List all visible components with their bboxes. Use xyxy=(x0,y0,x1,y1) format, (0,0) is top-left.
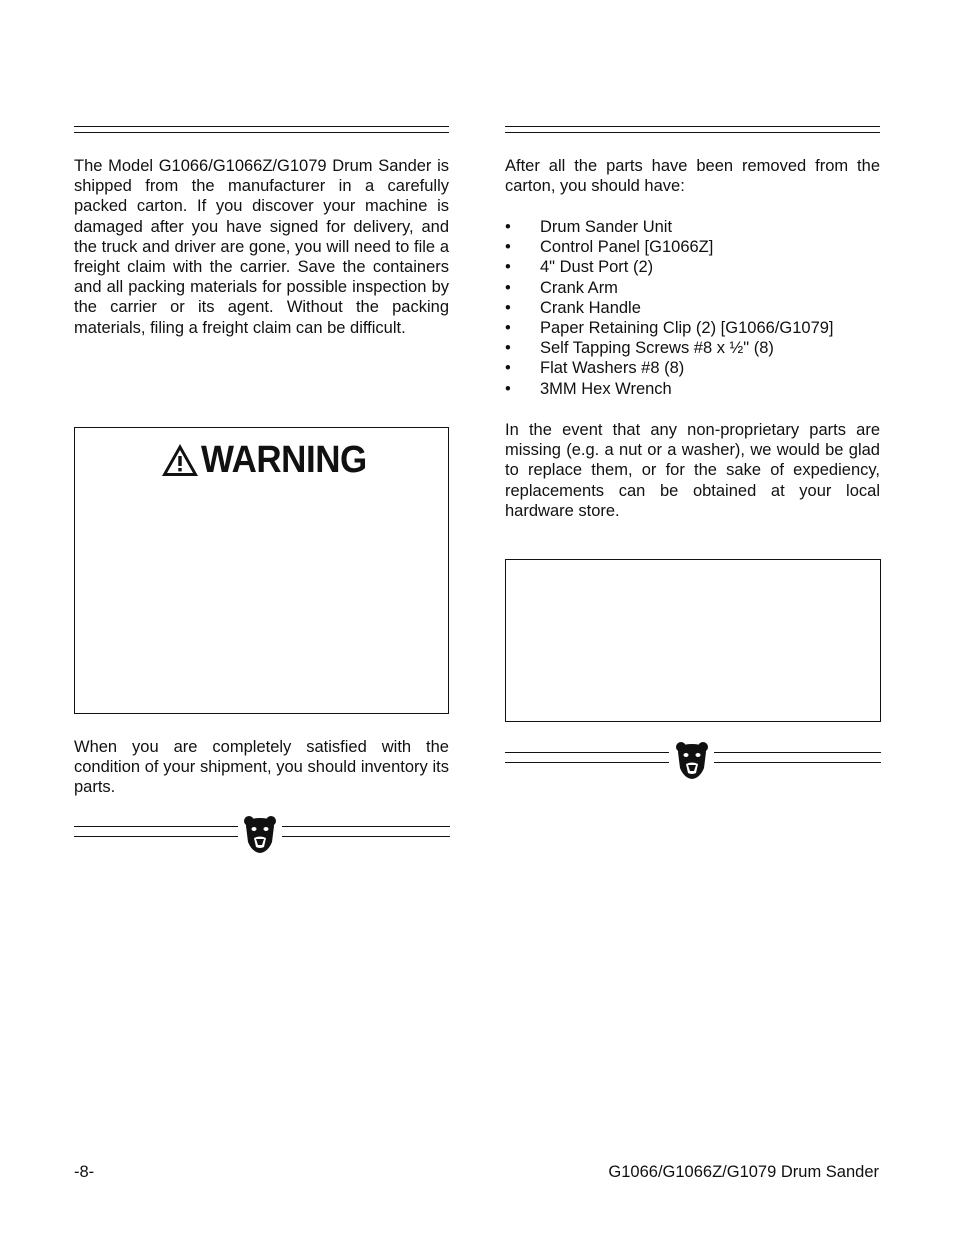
bear-divider xyxy=(74,826,450,870)
bullet-icon: • xyxy=(505,238,511,257)
bullet-icon: • xyxy=(505,379,511,398)
warning-triangle-icon xyxy=(161,443,199,477)
section-header-rule xyxy=(505,126,880,133)
bullet-icon: • xyxy=(505,218,511,236)
warning-label: WARNING xyxy=(201,439,367,481)
bullet-icon: • xyxy=(505,278,511,297)
bullet-icon: • xyxy=(505,258,511,277)
bullet-icon: • xyxy=(505,298,511,317)
bullet-icon: • xyxy=(505,339,511,358)
page-number: -8- xyxy=(74,1163,95,1181)
bear-divider xyxy=(505,752,881,796)
warning-header xyxy=(161,440,381,480)
warning-box xyxy=(74,427,449,714)
section-header-rule xyxy=(74,126,449,133)
list-item: • Paper Retaining Clip (2) [G1066/G1079] xyxy=(505,319,834,338)
bear-logo-icon xyxy=(674,740,710,780)
note-box xyxy=(505,559,881,722)
bear-logo-icon xyxy=(242,814,278,854)
list-item: • Crank Handle xyxy=(505,298,641,317)
list-item: • Drum Sander Unit xyxy=(505,218,673,236)
shipping-paragraph: The Model G1066/G1066Z/G1079 Drum Sander is shipped from the manufacturer in a carefully packed carton. If you discover your machine is damaged after you have signed for delivery, and the truck and driver are gone, you will need to file a freight claim with the carrier. Save the containers and all packing materials for possible inspection by the carrier or its agent. Without the packing materials, filing a freight claim can be difficult. xyxy=(74,157,449,337)
divider-line-left xyxy=(505,752,669,763)
divider-line-right xyxy=(714,752,881,763)
missing-parts-paragraph: In the event that any non-proprietary parts are missing (e.g. a nut or a washer), we would be glad to replace them, or for the sake of expediency, replacements can be obtained at your local hardware store. xyxy=(505,421,880,520)
bullet-icon: • xyxy=(505,319,511,338)
list-item: • 4" Dust Port (2) xyxy=(505,258,654,277)
list-item: • Self Tapping Screws #8 x ½" (8) xyxy=(505,339,774,358)
divider-line-right xyxy=(282,826,450,837)
footer-document-title: G1066/G1066Z/G1079 Drum Sander xyxy=(608,1163,879,1181)
list-item: • Control Panel [G1066Z] xyxy=(505,238,714,257)
divider-line-left xyxy=(74,826,238,837)
inventory-paragraph: When you are completely satisfied with the condition of your shipment, you should inventory its parts. xyxy=(74,738,449,797)
bullet-icon: • xyxy=(505,359,511,378)
list-item: • Flat Washers #8 (8) xyxy=(505,359,685,378)
list-item: • 3MM Hex Wrench xyxy=(505,379,672,398)
list-item: • Crank Arm xyxy=(505,278,618,297)
inventory-intro-paragraph: After all the parts have been removed from the carton, you should have: xyxy=(505,157,880,196)
parts-list xyxy=(505,217,880,399)
